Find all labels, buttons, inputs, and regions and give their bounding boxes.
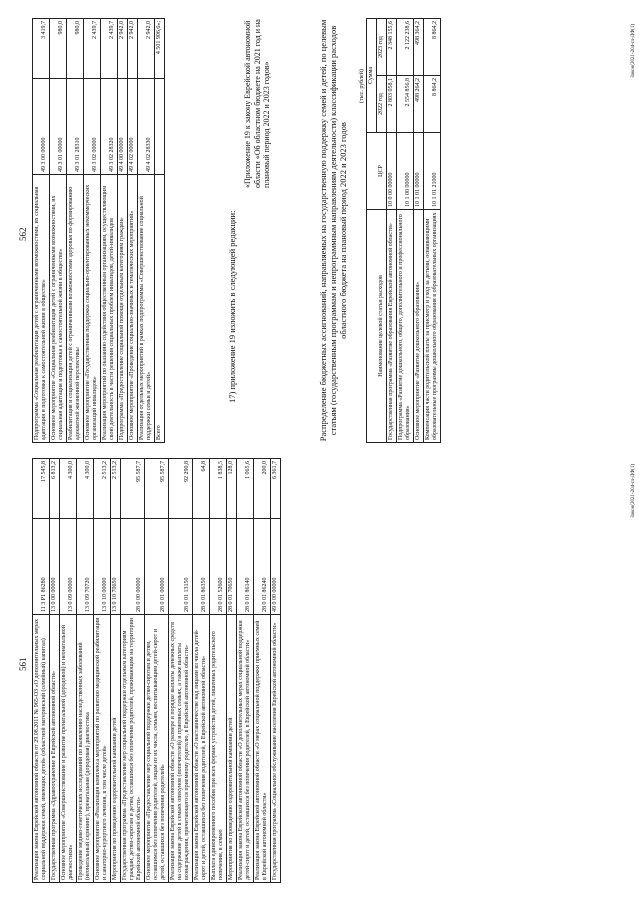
page-number: 562 <box>18 227 28 241</box>
row-amount: 6 361,7 <box>271 459 281 519</box>
footer-note: Закон(2021-204-гл-ДФ(1) <box>631 464 636 518</box>
row-amount: 17 545,8 <box>33 459 50 519</box>
row-2023: 8 864,2 <box>424 19 441 76</box>
row-amount: 2 942,0 <box>118 19 128 79</box>
row-code: 28 0 01 13150 <box>169 518 193 614</box>
row-code <box>155 78 165 174</box>
row-amount: 1 065,6 <box>237 459 254 519</box>
row-name: Основное мероприятие «Проведение социально-значимых и тематических мероприятий» <box>128 175 138 443</box>
row-name: Основное мероприятие «Развитие дошкольного образования» <box>414 210 424 443</box>
row-amount: 4 300,0 <box>77 459 94 519</box>
table-row <box>210 459 227 883</box>
row-amount: 128,0 <box>227 459 237 519</box>
row-name: Проведение медико-генетических исследований по выявлению наследственных заболеваний (неонатальный скрининг), пренатальная (дородовая) диагностика <box>77 615 94 883</box>
table-row <box>271 459 281 883</box>
table-row <box>111 459 121 883</box>
row-name: Реализация мероприятий по оказанию содействия общественным организациям, осуществляющим свою деятельность в части решения социальных проблем инвалидов, детей-инвалидов <box>101 175 118 443</box>
row-name: Реализация закона Еврейской автономной области «О наставничестве над лицами из числа детей-сирот и детей, оставшихся без попечения родителей, в Еврейской автономной области» <box>193 615 210 883</box>
row-amount: 6 813,2 <box>50 459 60 519</box>
row-name: Основное мероприятие «Совершенствование и развитие пренатальной (дородовой) и неонатальной диагностики» <box>60 615 77 883</box>
row-code: 10 0 00 00000 <box>387 133 397 210</box>
row-code: 13 0 00 00000 <box>50 518 60 614</box>
row-amount: 200,0 <box>254 459 271 519</box>
row-amount: 92 290,8 <box>169 459 193 519</box>
table-row <box>254 459 271 883</box>
row-name: Выплата единовременного пособия при всех формах устройства детей, лишенных родительского попечения, в семью <box>210 615 227 883</box>
row-name: Мероприятия по проведению оздоровительной кампании детей <box>111 615 121 883</box>
row-code: 11 3 P1 86280 <box>33 518 50 614</box>
row-amount: 2 439,7 <box>101 19 118 79</box>
row-amount: 2 942,0 <box>128 19 138 79</box>
appendix-header: «Приложение 19 к закону Еврейской автономной области «Об областном бюджете на 2021 год и на плановый период 2022 и 2023 годов» <box>243 19 271 188</box>
row-code: 28 0 01 70650 <box>227 518 237 614</box>
table-row <box>84 19 101 443</box>
row-name: Основное мероприятие «Предоставление мер социальной поддержки детям-сиротам и детям, оставшимся без попечения родителей, лицам из их числа, семьям, воспитывающим детей-сирот и детей, оставшихся без попечения родителей» <box>145 615 169 883</box>
table-row <box>414 19 424 443</box>
row-2022: 2 803 058,1 <box>387 76 397 133</box>
row-name: Реализация закона Еврейской автономной области от 29.08.2011 № 965-ОЗ «О дополнительных мерах социальной поддержки семей, имеющих детей» (областной материнский (семейный) капитал) <box>33 615 50 883</box>
row-name: Подпрограмма «Предоставление социальной помощи отдельным категориям граждан» <box>118 175 128 443</box>
row-2023: 2 348 155,6 <box>387 19 397 76</box>
header-code: ЦСР <box>367 133 387 210</box>
row-code: 49 3 02 28320 <box>101 78 118 174</box>
row-code: 10 1 01 00000 <box>414 133 424 210</box>
right-budget-table-wrapper <box>32 18 165 443</box>
row-name: Реализация закона Еврейской автономной области «О мерах социальной поддержки приемных семей в Еврейской автономной области» <box>254 615 271 883</box>
left-budget-table-wrapper <box>32 458 281 883</box>
row-2022: 8 864,2 <box>424 76 441 133</box>
table-row <box>94 459 111 883</box>
row-amount: 2 513,2 <box>111 459 121 519</box>
row-amount: 2 513,2 <box>94 459 111 519</box>
row-code: 49 3 01 28310 <box>67 78 84 174</box>
amendment-intro: 17) приложение 19 изложить в следующей редакции: <box>227 210 237 403</box>
table-row <box>50 19 67 443</box>
footer-note: Закон(2021-204-гл-ДФ(1) <box>631 24 636 78</box>
table-row <box>50 459 60 883</box>
row-code: 28 0 01 86140 <box>237 518 254 614</box>
row-code: 13 0 10 70650 <box>111 518 121 614</box>
left-budget-table <box>32 458 281 883</box>
row-name: Реализация закона Еврейской автономной области «О дополнительных мерах социальной поддержки детей-сирот и детей, оставшихся без попечения родителей, в Еврейской автономной области» <box>237 615 254 883</box>
table-row <box>128 19 138 443</box>
row-amount: 4 501 906,6»; <box>155 19 165 79</box>
right-budget-table <box>32 18 165 443</box>
table-row <box>33 459 50 883</box>
row-code: 49 3 01 00000 <box>50 78 67 174</box>
row-name: Основное мероприятие «Реализация комплекса мероприятий по развитию медицинской реабилитации и санаторно-курортного лечения, в том числе детей» <box>94 615 111 883</box>
row-code: 28 0 01 86240 <box>254 518 271 614</box>
row-2022: 498 264,2 <box>414 76 424 133</box>
row-2023: 2 122 238,6 <box>397 19 414 76</box>
row-amount: 95 587,7 <box>145 459 169 519</box>
row-amount: 2 439,7 <box>84 19 101 79</box>
row-code: 49 4 02 28330 <box>138 78 155 174</box>
page-number: 561 <box>18 657 28 671</box>
row-name: Основное мероприятие «Государственная поддержка социально-ориентированных некоммерческих организаций инвалидов» <box>84 175 101 443</box>
row-name: Подпрограмма «Социальная реабилитация детей с ограниченными возможностями, их социальная адаптация и подготовка к самостоятельной жизни в обществе» <box>33 175 50 443</box>
row-name: Подпрограмма «Развитие дошкольного, общего, дополнительного и профессионального образования» <box>397 210 414 443</box>
row-amount: 3 419,7 <box>33 19 50 79</box>
planned-period-table-wrapper <box>366 18 441 443</box>
header-sum: Сумма <box>367 19 377 133</box>
row-name: Государственная программа «Развитие образования Еврейской автономной области» <box>387 210 397 443</box>
table-row <box>60 459 77 883</box>
row-code: 28 0 01 86350 <box>193 518 210 614</box>
table-row <box>33 19 50 443</box>
row-code: 28 0 00 00000 <box>121 518 145 614</box>
row-name: Государственная программа «Предоставление мер социальной поддержки отдельным категориям граждан, детям-сиротам и детям, оставшимся без попечения родителей, проживающим на территории Еврейской автономной области» <box>121 615 145 883</box>
table-row <box>77 459 94 883</box>
row-amount: 1 838,5 <box>210 459 227 519</box>
row-amount: 64,8 <box>193 459 210 519</box>
header-year-2022: 2022 год <box>377 76 387 133</box>
units-label: (тыс. рублей) <box>359 69 365 103</box>
row-name: Основное мероприятие «Социальная реабилитация детей с ограниченными возможностями, их социальная адаптация и подготовка к самостоятельной жизни в обществе» <box>50 175 67 443</box>
row-2022: 2 554 856,8 <box>397 76 414 133</box>
row-2023: 498 364,2 <box>414 19 424 76</box>
header-year-2023: 2023 год <box>377 19 387 76</box>
table-row <box>101 19 118 443</box>
table-row <box>397 19 414 443</box>
row-amount: 95 587,7 <box>121 459 145 519</box>
row-amount: 980,0 <box>50 19 67 79</box>
table-row <box>155 19 165 443</box>
row-amount: 980,0 <box>67 19 84 79</box>
table-row <box>169 459 193 883</box>
row-code: 10 1 01 21000 <box>424 133 441 210</box>
section-title: Распределение бюджетных ассигнований, направляемых на государственную поддержку семей и детей, по целевым статьям (государственным программам и непрограммным направлениям деятельности) классификации расходов областного бюджета на плановый период 2022 и 2023 годов <box>318 19 348 442</box>
row-name: Всего <box>155 175 165 443</box>
row-code: 13 0 10 00000 <box>94 518 111 614</box>
row-code: 28 0 01 52600 <box>210 518 227 614</box>
row-code: 13 0 09 00000 <box>60 518 77 614</box>
table-row <box>424 19 441 443</box>
table-row <box>193 459 210 883</box>
table-row <box>227 459 237 883</box>
row-code: 49 0 00 00000 <box>271 518 281 614</box>
header-name: Наименование целевой статьи расходов <box>367 210 387 443</box>
right-page <box>18 18 636 443</box>
table-row <box>145 459 169 883</box>
row-code: 49 3 02 00000 <box>84 78 101 174</box>
row-code: 49 4 00 00000 <box>118 78 128 174</box>
row-name: Реабилитация и социализация детей с ограниченными возможностями здоровья по формированию адекватной жизненной перспективы <box>67 175 84 443</box>
row-amount: 2 942,0 <box>138 19 155 79</box>
row-code: 28 0 01 00000 <box>145 518 169 614</box>
row-name: Государственная программа «Здравоохранение в Еврейской автономной области» <box>50 615 60 883</box>
table-row <box>67 19 84 443</box>
left-page <box>18 458 636 883</box>
row-amount: 4 300,0 <box>60 459 77 519</box>
table-row <box>138 19 155 443</box>
table-row <box>237 459 254 883</box>
table-row <box>387 19 397 443</box>
row-code: 49 3 00 00000 <box>33 78 50 174</box>
row-code: 10 1 00 00000 <box>397 133 414 210</box>
row-code: 49 4 02 00000 <box>128 78 138 174</box>
row-code: 13 0 09 70720 <box>77 518 94 614</box>
table-row <box>118 19 128 443</box>
row-name: Мероприятия по проведению оздоровительной кампании детей <box>227 615 237 883</box>
row-name: Компенсация части родительской платы за присмотр и уход за детьми, осваивающими образовательные программы дошкольного образования в образовательных организациях <box>424 210 441 443</box>
planned-period-table <box>366 18 441 443</box>
row-name: Государственная программа «Социальное обслуживание населения Еврейской автономной области» <box>271 615 281 883</box>
row-name: Реализация закона Еврейской автономной области «О размере и порядке выплаты денежных средств на содержание детей в семьях опекунов (попечителей) и приемных семьях, а также выплаты вознаграждения, причитающегося приемному родителю, в Еврейской автономной области» <box>169 615 193 883</box>
table-row <box>121 459 145 883</box>
row-name: Реализация отдельных мероприятий в рамках подпрограммы «Совершенствование социальной поддержки семьи и детей» <box>138 175 155 443</box>
